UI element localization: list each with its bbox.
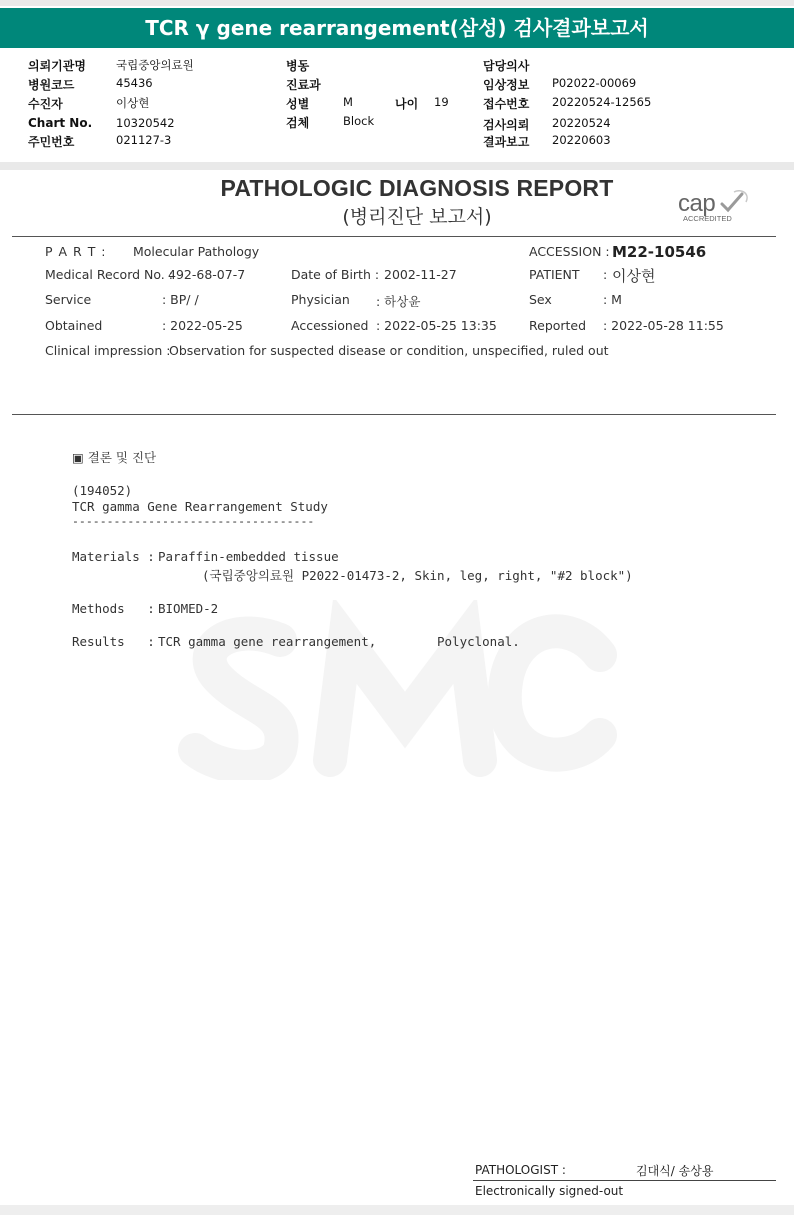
header-label-request-date: 검사의뢰 <box>483 118 530 132</box>
cap-logo-subtext: ACCREDITED <box>683 214 732 223</box>
reported-label: Reported <box>529 318 587 333</box>
header-value-clinical-info: P02022-00069 <box>552 76 637 90</box>
study-name: TCR gamma Gene Rearrangement Study <box>72 499 328 514</box>
results-outcome: Polyclonal. <box>437 634 520 649</box>
smc-watermark-logo <box>170 600 620 780</box>
header-label-specimen: 검체 <box>286 116 310 130</box>
cap-logo-text: cap <box>678 190 716 217</box>
mrn-value: 492-68-07-7 <box>168 267 246 282</box>
patient-value: 이상현 <box>612 267 656 285</box>
accessioned-label: Accessioned <box>291 318 369 333</box>
materials-label: Materials : <box>72 549 155 564</box>
clinical-impression-value: Observation for suspected disease or condition, unspecified, ruled out <box>169 343 609 358</box>
obtained-label: Obtained <box>45 318 103 333</box>
pathologist-value: 김대식/ 송상용 <box>636 1164 714 1178</box>
accessioned-value: : 2022-05-25 13:35 <box>376 318 497 333</box>
methods-label: Methods : <box>72 601 155 616</box>
sex-value: : M <box>603 292 622 307</box>
service-label: Service <box>45 292 92 307</box>
clinical-impression-label: Clinical impression : <box>45 343 171 358</box>
header-label-department: 진료과 <box>286 78 321 92</box>
header-value-receipt-no: 20220524-12565 <box>552 95 652 109</box>
header-label-sex: 성별 <box>286 97 310 111</box>
header-label-clinical-info: 임상정보 <box>483 78 530 92</box>
results-value: TCR gamma gene rearrangement, <box>158 634 377 649</box>
header-label-patient: 수진자 <box>28 97 63 111</box>
header-label-hospital-code: 병원코드 <box>28 78 75 92</box>
header-value-report-date: 20220603 <box>552 133 611 147</box>
patient-colon: : <box>603 267 608 282</box>
header-value-request-date: 20220524 <box>552 116 611 130</box>
header-label-doctor: 담당의사 <box>483 59 530 73</box>
section-heading: ▣ 결론 및 진단 <box>72 450 157 465</box>
header-value-institution: 국립중앙의료원 <box>116 58 194 72</box>
header-value-chart-no: 10320542 <box>116 116 175 130</box>
test-code: (194052) <box>72 483 133 498</box>
header-value-age: 19 <box>434 95 449 109</box>
physician-label: Physician <box>291 292 350 307</box>
header-value-patient: 이상현 <box>116 96 150 110</box>
materials-detail: (국립중앙의료원 P2022-01473-2, Skin, leg, right, "#2 block") <box>202 568 633 583</box>
report-title: PATHOLOGIC DIAGNOSIS REPORT <box>220 175 614 201</box>
materials-value: Paraffin-embedded tissue <box>158 549 339 564</box>
header-separator <box>0 162 794 170</box>
header-value-specimen: Block <box>343 114 375 128</box>
mrn-label: Medical Record No. : <box>45 267 173 282</box>
study-underline: ----------------------------------- <box>72 514 315 528</box>
pathologist-label: PATHOLOGIST : <box>475 1163 566 1177</box>
obtained-value: : 2022-05-25 <box>162 318 243 333</box>
header-label-receipt-no: 접수번호 <box>483 97 530 111</box>
header-label-resident-no: 주민번호 <box>28 135 75 149</box>
accession-value: M22-10546 <box>612 243 707 261</box>
divider-top <box>12 236 776 237</box>
patient-label: PATIENT <box>529 267 580 282</box>
header-value-resident-no: 021127-3 <box>116 133 172 147</box>
results-label: Results : <box>72 634 155 649</box>
header-label-ward: 병동 <box>286 59 310 73</box>
report-subtitle: (병리진단 보고서) <box>342 206 492 228</box>
part-label: P A R T : <box>45 244 107 259</box>
top-frame-strip <box>0 0 794 6</box>
part-value: Molecular Pathology <box>133 244 260 259</box>
signed-out-note: Electronically signed-out <box>475 1184 624 1198</box>
bottom-frame-strip <box>0 1205 794 1215</box>
header-label-chart-no: Chart No. <box>28 116 93 130</box>
header-label-age: 나이 <box>395 97 419 111</box>
service-value: : BP/ / <box>162 292 199 307</box>
header-label-institution: 의뢰기관명 <box>28 59 86 73</box>
divider-middle <box>12 414 776 415</box>
methods-value: BIOMED-2 <box>158 601 219 616</box>
dob-value: 2002-11-27 <box>384 267 457 282</box>
page-title: TCR γ gene rearrangement(삼성) 검사결과보고서 <box>0 8 794 48</box>
header-value-hospital-code: 45436 <box>116 76 153 90</box>
header-label-report-date: 결과보고 <box>483 135 530 149</box>
accession-label: ACCESSION : <box>529 244 610 259</box>
signature-line <box>473 1180 776 1181</box>
sex-label: Sex <box>529 292 552 307</box>
physician-value: : 하상윤 <box>376 294 421 309</box>
dob-label: Date of Birth : <box>291 267 380 282</box>
reported-value: : 2022-05-28 11:55 <box>603 318 724 333</box>
header-value-sex: M <box>343 95 353 109</box>
